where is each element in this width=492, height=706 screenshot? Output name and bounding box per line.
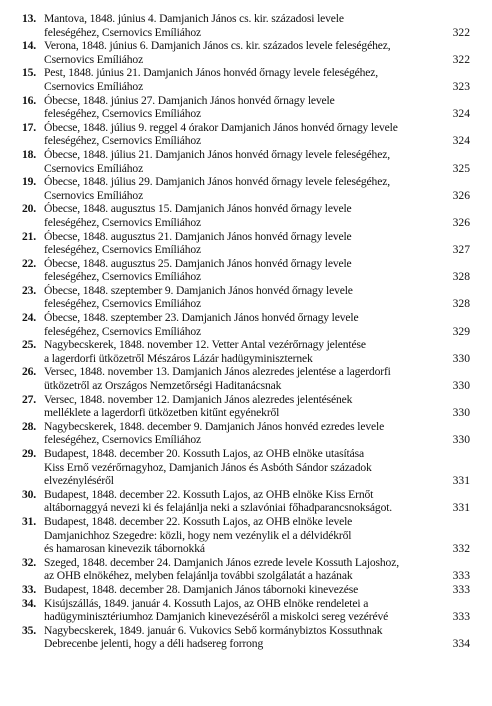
toc-entry-number: 19. [22,175,37,189]
toc-entry-title-line [22,284,470,298]
toc-entry-text: a lagerdorfi ütközetről Mészáros Lázár hadügyminiszternek [44,351,313,365]
toc-entry-number: 21. [22,229,37,243]
toc-entry-text: altábornaggyá nevezi ki és felajánlja neki a szlavóniai főhadparancsnokságot. [44,501,393,515]
toc-entry-text: az OHB elnökéhez, melyben felajánlja további szolgálatát a hazának [44,569,353,583]
toc-entry-text: Csernovics Emíliához [44,79,144,93]
toc-entry-page-number: 330 [452,406,470,420]
toc-entry-text: feleségéhez, Csernovics Emíliához [44,243,201,257]
toc-entry-text: Óbecse, 1848. augusztus 25. Damjanich János honvéd őrnagy levele [44,256,352,270]
toc-entry-continuation-line [22,474,470,488]
toc-entry-continuation-line [22,270,470,284]
toc-entry-text: feleségéhez, Csernovics Emíliához [44,433,201,447]
toc-entry-page-number: 332 [452,542,470,556]
toc-entry-text: Óbecse, 1848. július 21. Damjanich János honvéd őrnagy levele feleségéhez, [44,147,390,161]
toc-entry-page-number: 327 [452,243,470,257]
toc-entry-continuation-line [22,216,470,230]
toc-entry-continuation-line [22,569,470,583]
toc-entry [22,515,470,556]
toc-entry-text: Debrecenbe jelenti, hogy a déli hadsereg forrong [44,637,264,651]
toc-entry-text: Kiss Ernő vezérőrnagyhoz, Damjanich János és Asbóth Sándor századok [44,460,372,474]
toc-entry-title-line [22,94,470,108]
toc-entry-continuation-line [22,162,470,176]
toc-entry-text: Óbecse, 1848. augusztus 15. Damjanich János honvéd őrnagy levele [44,202,352,216]
toc-entry-continuation-line [22,501,470,515]
toc-entry-continuation-line [22,529,470,543]
toc-entry-number: 14. [22,39,37,53]
toc-entry-text: elvezényléséről [44,474,114,488]
toc-entry-title-line [22,148,470,162]
toc-entry-continuation-line [22,26,470,40]
toc-entry [22,66,470,93]
toc-entry-title-line [22,420,470,434]
toc-entry-continuation-line [22,379,470,393]
toc-entry-text: Kisújszállás, 1849. január 4. Kossuth Lajos, az OHB elnöke rendeletei a [44,596,369,610]
toc-entry-number: 24. [22,311,37,325]
toc-entry-title-line [22,66,470,80]
toc-entry-title-line [22,230,470,244]
toc-entry-page-number: 328 [452,297,470,311]
toc-entry-continuation-line [22,107,470,121]
toc-entry [22,175,470,202]
toc-entry-text: feleségéhez, Csernovics Emíliához [44,270,201,284]
toc-entry [22,230,470,257]
toc-entry-title-line [22,12,470,26]
toc-entry-page-number: 329 [452,324,470,338]
toc-entry-page-number: 330 [452,351,470,365]
toc-entry-continuation-line [22,134,470,148]
toc-entry-continuation-line [22,189,470,203]
toc-entry-number: 20. [22,202,37,216]
toc-entry-page-number: 324 [452,107,470,121]
toc-entry-number: 17. [22,120,37,134]
toc-entry [22,583,470,597]
toc-entry-number: 30. [22,487,37,501]
toc-entry-number: 35. [22,623,37,637]
toc-entry-text: Óbecse, 1848. július 29. Damjanich János honvéd őrnagy levele feleségéhez, [44,175,390,189]
toc-entry-number: 31. [22,514,37,528]
toc-entry [22,121,470,148]
toc-entry-page-number: 322 [452,25,470,39]
toc-entry-text: ütközetről az Országos Nemzetőrségi Haditanácsnak [44,379,282,393]
toc-entry-text: Óbecse, 1848. szeptember 9. Damjanich János honvéd őrnagy levele [44,283,353,297]
toc-entry-page-number: 322 [452,52,470,66]
toc-entry-text: Budapest, 1848. december 22. Kossuth Lajos, az OHB elnöke levele [44,514,353,528]
toc-entry-text: Budapest, 1848. december 22. Kossuth Lajos, az OHB elnöke Kiss Ernőt [44,487,374,501]
toc-entry-text: Szeged, 1848. december 24. Damjanich János ezrede levele Kossuth Lajoshoz, [44,555,399,569]
toc-entry-text: Pest, 1848. június 21. Damjanich János honvéd őrnagy levele feleségéhez, [44,66,379,80]
toc-entry-page-number: 330 [452,379,470,393]
toc-entry-number: 18. [22,147,37,161]
toc-entry [22,148,470,175]
toc-entry-text: Nagybecskerek, 1848. november 12. Vetter Antal vezérőrnagy jelentése [44,338,366,352]
toc-entry-text: Csernovics Emíliához [44,161,144,175]
toc-entry-continuation-line [22,461,470,475]
toc-entry-continuation-line [22,243,470,257]
toc-entry-continuation-line [22,433,470,447]
toc-entry-title-line [22,447,470,461]
toc-entry-title-line [22,515,470,529]
toc-entry-continuation-line [22,637,470,651]
toc-entry-title-line [22,175,470,189]
toc-entry-page-number: 333 [452,569,470,583]
toc-entry-number: 34. [22,596,37,610]
toc-entry-number: 28. [22,419,37,433]
toc-entry-title-line [22,393,470,407]
toc-entry-text: feleségéhez, Csernovics Emíliához [44,107,201,121]
toc-entry-page-number: 324 [452,134,470,148]
toc-entry-text: Mantova, 1848. június 4. Damjanich János cs. kir. századosi levele [44,12,344,25]
toc-entry [22,393,470,420]
toc-entry-number: 13. [22,12,37,25]
toc-entry-number: 26. [22,365,37,379]
toc-entry-number: 16. [22,93,37,107]
toc-entry-continuation-line [22,542,470,556]
toc-entry-number: 27. [22,392,37,406]
toc-entry-number: 15. [22,66,37,80]
toc-entry-text: Budapest, 1848. december 20. Kossuth Lajos, az OHB elnöke utasítása [44,447,364,460]
toc-entry-text: feleségéhez, Csernovics Emíliához [44,25,201,39]
toc-entry-text: Óbecse, 1848. szeptember 23. Damjanich János honvéd őrnagy levele [44,311,359,325]
toc-entry-page-number: 333 [452,582,470,596]
toc-entry-continuation-line [22,325,470,339]
toc-entry-number: 25. [22,338,37,352]
toc-entry [22,39,470,66]
toc-entry [22,365,470,392]
toc-entry-text: és hamarosan kinevezik tábornokká [44,542,205,556]
toc-entry [22,556,470,583]
toc-entry-page-number: 326 [452,215,470,229]
toc-entry-title-line [22,583,470,597]
toc-entry-continuation-line [22,352,470,366]
toc-entry-title-line [22,257,470,271]
toc-entry-number: 32. [22,555,37,569]
toc-entry-text: Damjanichhoz Szegedre: közli, hogy nem vezénylik el a délvidékről [44,528,352,542]
toc-entry-text: Óbecse, 1848. június 27. Damjanich János honvéd őrnagy levele [44,93,335,107]
toc-entry-number: 29. [22,447,37,460]
toc-entry [22,338,470,365]
toc-entry-text: Nagybecskerek, 1849. január 6. Vukovics Sebő kormánybiztos Kossuthnak [44,623,383,637]
toc-entry-text: Versec, 1848. november 12. Damjanich János alezredes jelentésének [44,392,353,406]
toc-entry-title-line [22,202,470,216]
toc-entry-text: Verona, 1848. június 6. Damjanich János cs. kir. százados levele feleségéhez, [44,39,391,53]
toc-entry-continuation-line [22,406,470,420]
toc-entry-text: Csernovics Emíliához [44,188,144,202]
toc-entry-text: Budapest, 1848. december 28. Damjanich János tábornoki kinevezése [44,582,359,596]
toc-entry-continuation-line [22,610,470,624]
toc-entry-text: feleségéhez, Csernovics Emíliához [44,297,201,311]
toc-entry-page-number: 328 [452,270,470,284]
toc-entry-text: Csernovics Emíliához [44,52,144,66]
toc-entry-page-number: 334 [452,637,470,651]
toc-entry-continuation-line [22,80,470,94]
toc-entry-title-line [22,624,470,638]
toc-entry-page-number: 331 [452,474,470,488]
toc-entry-text: feleségéhez, Csernovics Emíliához [44,215,201,229]
toc-entry-page-number: 323 [452,79,470,93]
toc-entry-title-line [22,556,470,570]
toc-entry-number: 22. [22,256,37,270]
toc-entry-text: feleségéhez, Csernovics Emíliához [44,324,201,338]
toc-entry [22,447,470,488]
toc-entry-page-number: 330 [452,433,470,447]
toc-entry-text: melléklete a lagerdorfi ütközetben kitűnt egyénekről [44,406,280,420]
toc-entry-title-line [22,488,470,502]
toc-entry [22,284,470,311]
toc-entry [22,420,470,447]
toc-entry-title-line [22,338,470,352]
toc-entry-number: 23. [22,283,37,297]
toc-entry-text: Versec, 1848. november 13. Damjanich János alezredes jelentése a lagerdorfi [44,365,391,379]
toc-entry [22,624,470,651]
toc-entry-title-line [22,121,470,135]
toc-entry-page-number: 325 [452,161,470,175]
toc-entry [22,311,470,338]
toc-entry-text: hadügyminisztériumhoz Damjanich kinevezéséről a miskolci sereg vezérévé [44,610,389,624]
toc-entry-text: Óbecse, 1848. augusztus 21. Damjanich János honvéd őrnagy levele [44,229,352,243]
toc-entry [22,12,470,39]
toc-entry-page-number: 331 [452,501,470,515]
toc-entry-page-number: 333 [452,610,470,624]
toc-entry-continuation-line [22,297,470,311]
toc-entry-title-line [22,365,470,379]
toc-entry-title-line [22,311,470,325]
toc-entry-title-line [22,39,470,53]
toc-entry [22,94,470,121]
toc-entry-number: 33. [22,582,37,596]
toc-entry [22,257,470,284]
toc-entry-continuation-line [22,53,470,67]
toc-entry [22,488,470,515]
toc-entry [22,597,470,624]
toc-entry [22,202,470,229]
toc-entry-page-number: 326 [452,188,470,202]
toc-entry-text: Nagybecskerek, 1848. december 9. Damjanich János honvéd ezredes levele [44,419,385,433]
toc-entry-text: feleségéhez, Csernovics Emíliához [44,134,201,148]
toc-entry-title-line [22,597,470,611]
toc-entry-text: Óbecse, 1848. július 9. reggel 4 órakor Damjanich János honvéd őrnagy levele [44,120,398,134]
